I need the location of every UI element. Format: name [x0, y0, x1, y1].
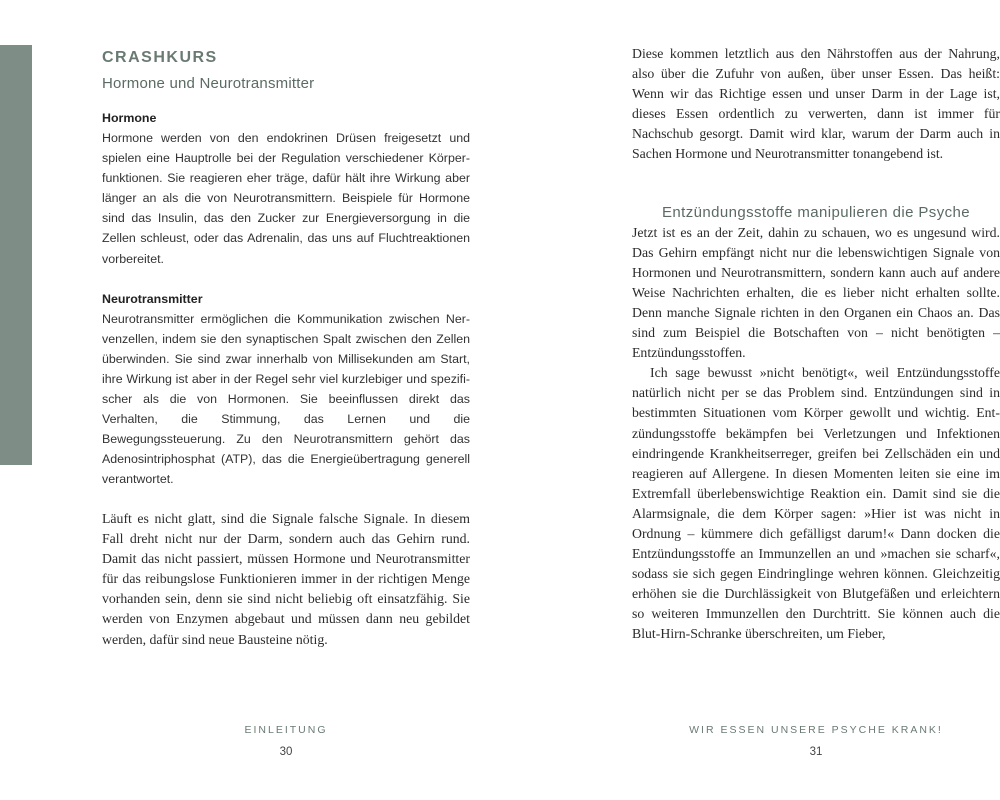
left-footer-label: EINLEITUNG [244, 724, 328, 736]
box-subtitle: Hormone und Neurotransmitter [102, 75, 315, 92]
sidebar-color-bar [0, 45, 32, 465]
left-body-paragraph: Läuft es nicht glatt, sind die Signale falsche Signale. In diesem Fall dreht nicht nur der Darm, sondern auch das Gehirn rund. Damit das nicht passiert, müssen Hormone und Neurotransmitter für das reibungslose Funktionieren immer in der richtigen Menge vorhanden sein, denn sie sind nicht beliebig oft einsatzfähig. Sie werden von Enzymen abgebaut und müssen dann neu gebildet werden, dafür sind neue Bausteine nötig. [102, 511, 470, 647]
right-footer-label: WIR ESSEN UNSERE PSYCHE KRANK! [689, 724, 943, 736]
left-page-box [102, 44, 470, 490]
neurotransmitter-heading: Neurotransmitter [102, 291, 203, 306]
right-page [632, 44, 1000, 645]
right-page-number: 31 [809, 746, 823, 758]
right-paragraph-2: Ich sage bewusst »nicht benötigt«, weil Entzündungsstoffe natürlich nicht per se das Problem sind. Entzündungen sind in bestimmten Situationen vom Körper gewollt und wichtig. Entzündungsstoffe bekämpfen bei Verletzungen und Infektionen eindringende Krankheitserreger, greifen bei Zellschäden ein und reagieren auf Allergene. In diesen Momenten leiten sie eine im Extremfall überlebenswichtige Reaktion ein. Damit sind sie die Alarmsignale, die dem Körper sagen: »Hier ist was nicht in Ordnung – kümmere dich gefälligst darum!« Dann docken die Entzündungsstoffe an Immunzellen an und »machen sie scharf«, sodass sie sich gegen Eindringlinge wehren können. Gleichzeitig erhöhen sie die Durchlässigkeit von Blutgefäßen und erleichtern so weiteren Immunzellen den Durchtritt. Sie können auch die Blut-Hirn-Schranke überschreiten, um Fieber, [632, 365, 1000, 642]
right-paragraph-1: Jetzt ist es an der Zeit, dahin zu schauen, wo es ungesund wird. Das Gehirn empfängt nicht nur die lebenswichtigen Signale von Hormonen und Neurotransmittern, sondern kann auch auf andere Weise Nachrichten erhalten, die es lieber nicht erhalten sollte. Denn manche Signale richten in den Organen ein Chaos an. Das sind zum Beispiel die Botschaften von – nicht benötigten – Entzündungsstoffen. [632, 224, 1000, 361]
hormone-heading: Hormone [102, 111, 157, 125]
box-title: CRASHKURS [102, 49, 218, 66]
section-heading: Entzündungsstoffe manipulieren die Psyche [662, 203, 970, 221]
left-page-number: 30 [279, 746, 293, 758]
left-page-body [102, 509, 470, 650]
right-intro-paragraph: Diese kommen letztlich aus den Nährstoffen aus der Nahrung, also über die Zufuhr von außen, über unser Essen. Das heißt: Wenn wir das Richtige essen und unser Darm in der Lage ist, dieses Essen ordentlich zu verwerten, dann ist immer für Nachschub gesorgt. Damit wird klar, warum der Darm auch in Sachen Hormone und Neurotransmitter tonangebend ist. [632, 46, 1000, 162]
hormone-text: Hormone werden von den endokrinen Drüsen freigesetzt und spielen eine Hauptrolle bei der Regulation verschiedener Körperfunktionen. Sie reagieren eher träge, dafür hält ihre Wirkung aber länger an als die von Neurotransmittern. Beispiele für Hormone sind das Insulin, das den Zucker zur Energieversorgung in die Zellen schleust, oder das Adrenalin, das uns auf Fluchtreaktionen vorbereitet. [102, 131, 470, 266]
neurotransmitter-text: Neurotransmitter ermöglichen die Kommunikation zwischen Nervenzellen, indem sie den synaptischen Spalt zwischen den Zellen überwinden. Sie sind zwar innerhalb von Millisekunden am Start, ihre Wirkung ist aber in der Regel sehr viel kurzlebiger und spezifischer als die von Hormonen. Sie beeinflussen direkt das Verhalten, die Stimmung, das Lernen und die Bewegungssteuerung. Zu den Neurotransmittern gehört das Adenosintriphosphat (ATP), das die Energieübertragung generell verantwortet. [102, 311, 470, 487]
